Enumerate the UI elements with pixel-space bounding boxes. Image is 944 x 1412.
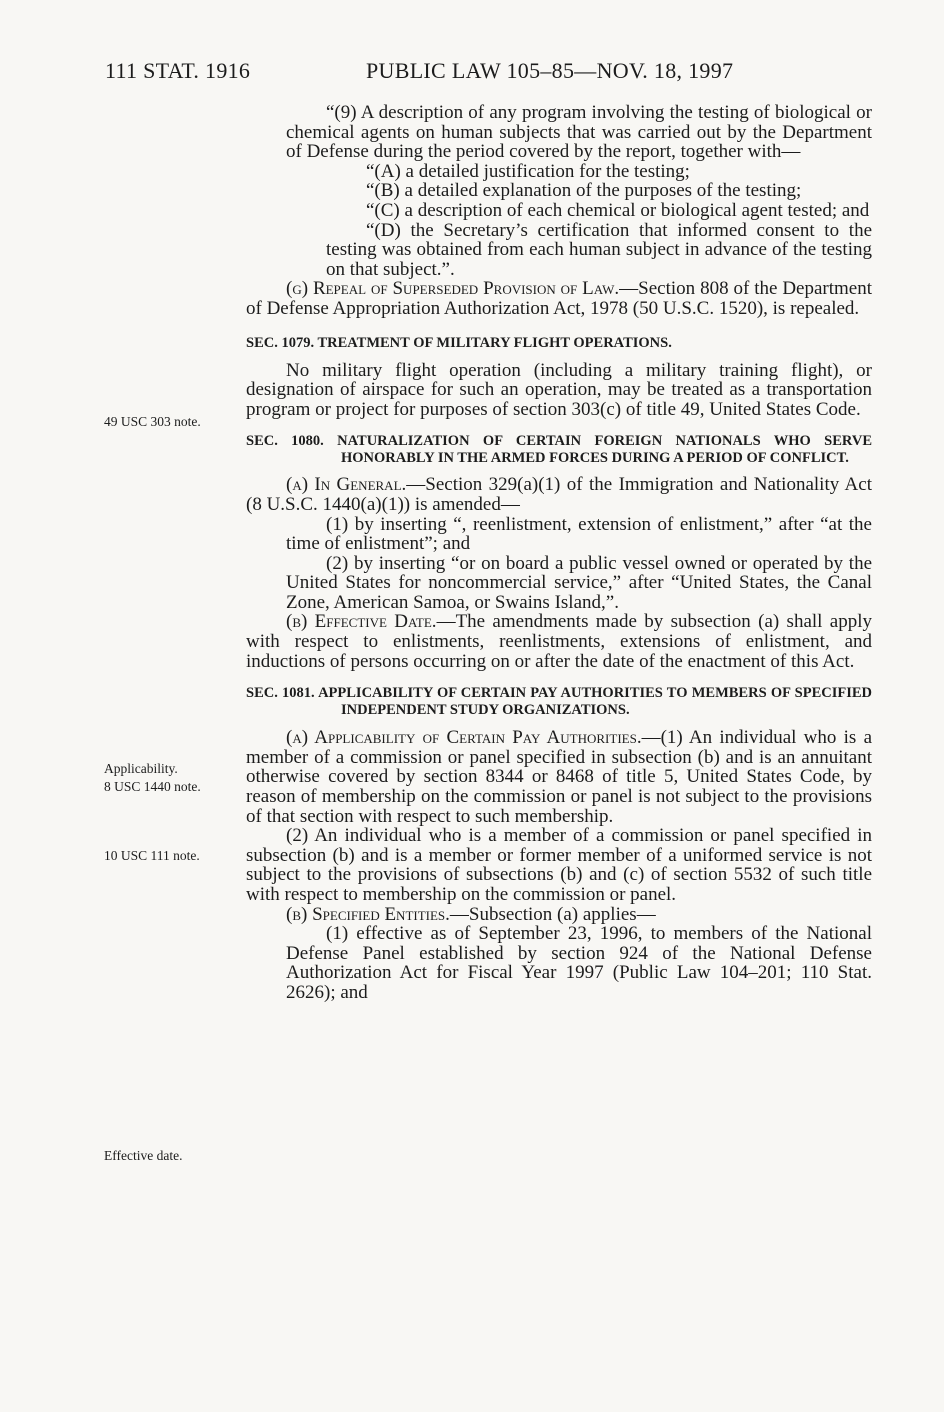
section-1081-heading: SEC. 1081. APPLICABILITY OF CERTAIN PAY AUTHORITIES TO MEMBERS OF SPECIFIED INDEPENDENT STUDY ORGANIZATIONS. xyxy=(246,685,872,719)
paragraph-9c: “(C) a description of each chemical or biological agent tested; and xyxy=(366,199,870,221)
paragraph-9a: “(A) a detailed justification for the testing; xyxy=(366,160,690,182)
section-1080-a2: (2) by inserting “or on board a public vessel owned or operated by the United States for noncommercial service,” after “United States, the Canal Zone, American Samoa, or Swains Island,”. xyxy=(286,552,872,613)
paragraph-9d: “(D) the Secretary’s certification that informed consent to the testing was obtained from each human subject in advance of the testing on that subject.”. xyxy=(326,219,872,280)
paragraph-9b: “(B) a detailed explanation of the purposes of the testing; xyxy=(366,180,802,202)
margin-note-sec1081: 10 USC 111 note. xyxy=(104,848,200,863)
subsection-g-text: —Section 808 of the Department of Defense Appropriation Authorization Act, 1978 (50 U.S.C. 1520), is repealed. xyxy=(246,278,873,319)
paragraph-9: “(9) A description of any program involving the testing of biological or chemical agents on human subjects that was carried out by the Department of Defense during the period covered by the report, together with— xyxy=(286,102,872,163)
section-1081-b-text: —Subsection (a) applies— xyxy=(449,903,656,925)
section-1081-a2: (2) An individual who is a member of a commission or panel specified in subsection (b) and is a member or former member of a uniformed service is not subject to the provisions of subsections (b) and (c) of section 5532 of such title with respect to membership on the commission or panel. xyxy=(246,825,872,905)
margin-note-applicability-label: Applicability. xyxy=(104,761,178,776)
section-1080-b-text: —The amendments made by subsection (a) shall apply with respect to enlistments, reenlistments, extensions of enlistment, and inductions of persons occurring on or after the date of the enactment of this Act. xyxy=(246,611,872,672)
margin-note-sec1079: 49 USC 303 note. xyxy=(104,414,201,429)
section-1081-a-text: —(1) An individual who is a member of a commission or panel specified in subsection (b) and is an annuitant otherwise covered by section 8344 or 8468 of title 5, United States Code, by reason of membership on the commission or panel is not subject to the provisions of that section with respect to such membership. xyxy=(246,727,872,827)
section-1080-subsection-b xyxy=(246,612,872,671)
margin-note-effective-date: Effective date. xyxy=(104,1148,183,1163)
margin-note-applicability xyxy=(104,760,234,796)
margin-note-applicability-usc: 8 USC 1440 note. xyxy=(104,779,201,794)
section-1081-a-heading: (a) Applicability of Certain Pay Authorities. xyxy=(286,727,642,749)
section-1080-heading: SEC. 1080. NATURALIZATION OF CERTAIN FOREIGN NATIONALS WHO SERVE HONORABLY IN THE ARMED FORCES DURING A PERIOD OF CONFLICT. xyxy=(246,433,872,467)
section-1081-b-heading: (b) Specified Entities. xyxy=(286,903,450,925)
section-1080-a-heading: (a) In General. xyxy=(286,474,407,496)
law-title-header: PUBLIC LAW 105–85—NOV. 18, 1997 xyxy=(366,58,734,83)
stat-page-number: 111 STAT. 1916 xyxy=(105,58,251,83)
section-1081-subsection-a xyxy=(246,728,872,826)
section-1080-a1: (1) by inserting “, reenlistment, extension of enlistment,” after “at the time of enlistment”; and xyxy=(286,513,872,555)
section-1080-b-heading: (b) Effective Date. xyxy=(286,611,437,633)
section-1080-a-text: —Section 329(a)(1) of the Immigration and Nationality Act (8 U.S.C. 1440(a)(1)) is amended— xyxy=(246,474,872,515)
subsection-g-heading: (g) Repeal of Superseded Provision of Law. xyxy=(286,278,620,300)
subsection-g xyxy=(246,279,872,318)
section-1079-text: No military flight operation (including a military training flight), or designation of airspace for such an operation, may be treated as a transportation program or project for purposes of section 303(c) of title 49, United States Code. xyxy=(246,359,872,420)
section-1080-subsection-a xyxy=(246,475,872,514)
text-column xyxy=(246,103,872,1003)
section-1079-heading: SEC. 1079. TREATMENT OF MILITARY FLIGHT OPERATIONS. xyxy=(246,334,672,351)
section-1081-b1: (1) effective as of September 23, 1996, to members of the National Defense Panel established by section 924 of the National Defense Authorization Act for Fiscal Year 1997 (Public Law 104–201; 110 Stat. 2626); and xyxy=(286,923,872,1003)
section-1081-subsection-b xyxy=(246,905,872,925)
